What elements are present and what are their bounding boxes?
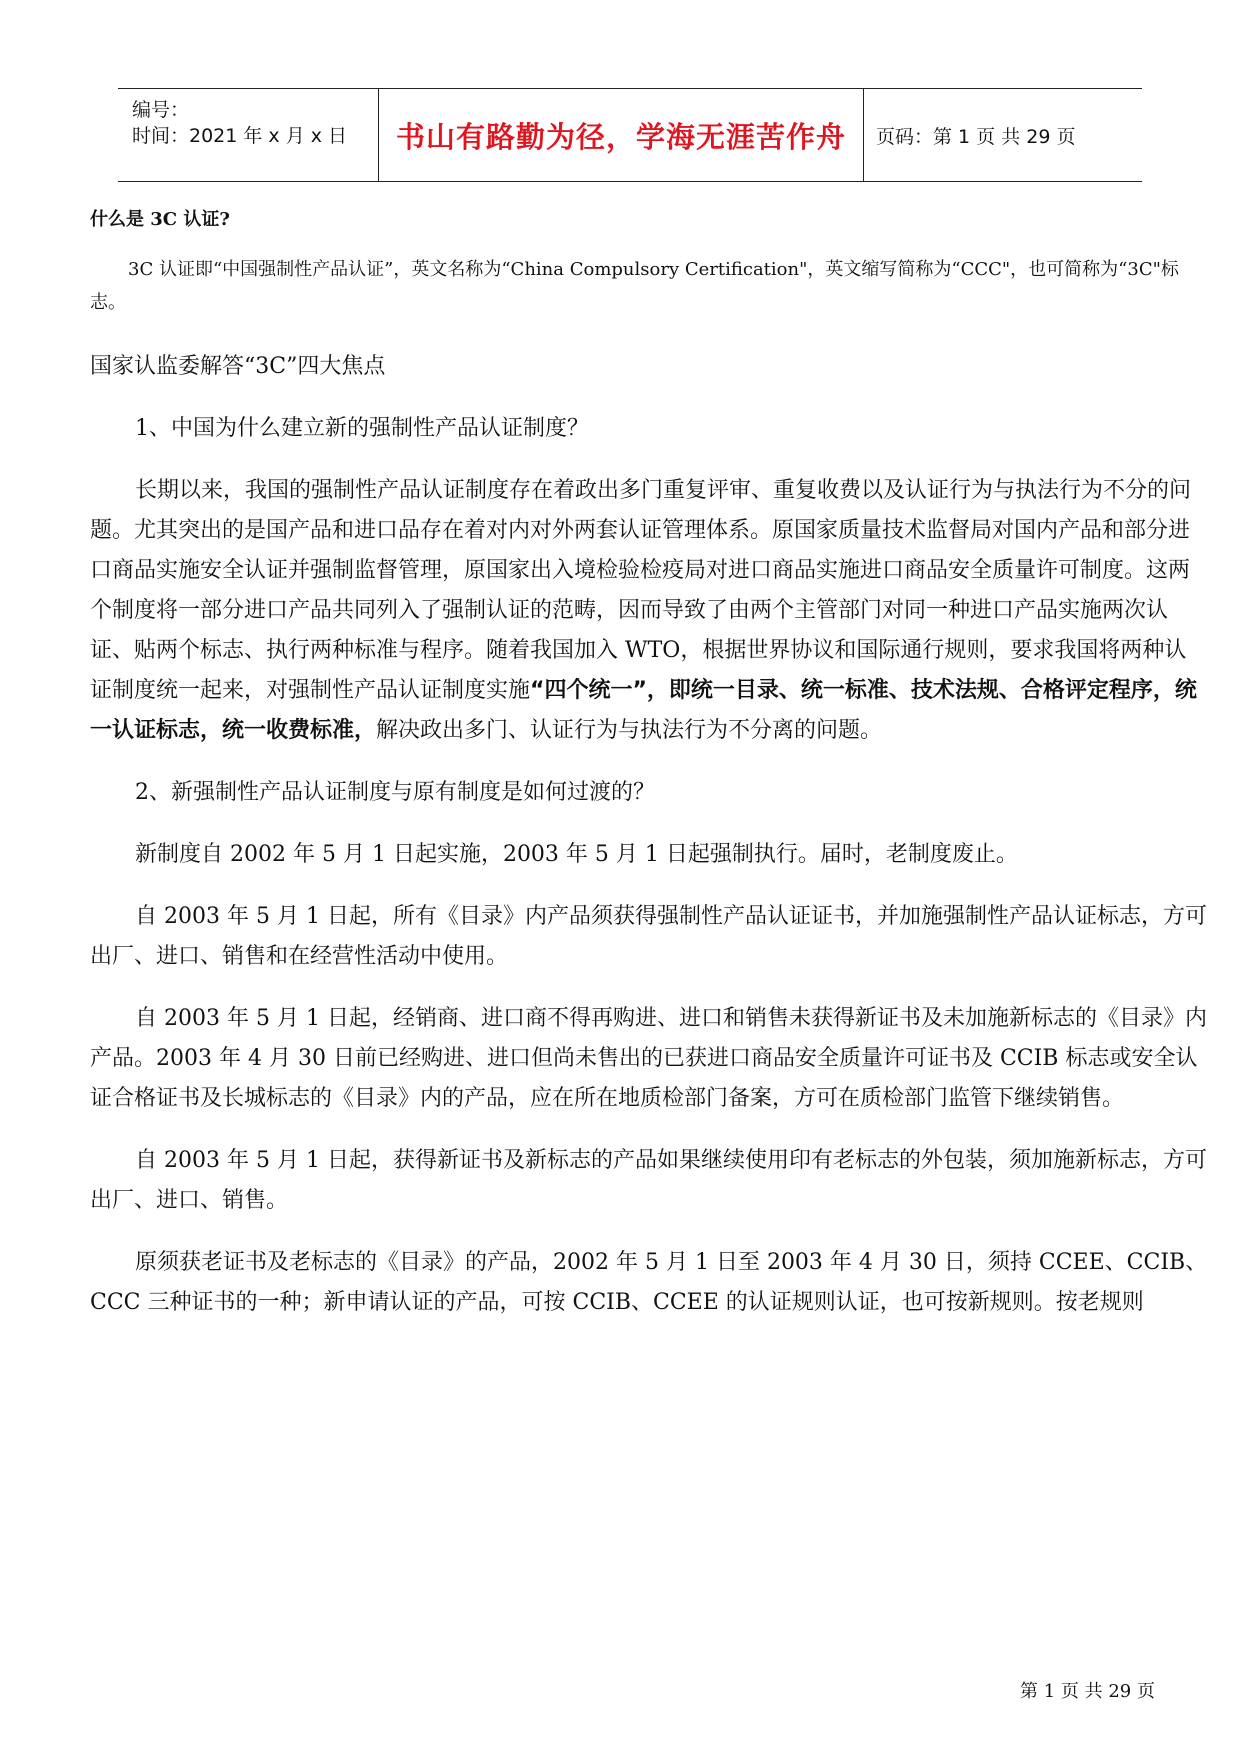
- answer-1-bold: “四个统一”，即统一目录、统一标准、技术法规、合格评定程序，统一认证标志，统一收费标准，: [90, 678, 1197, 743]
- section-heading: 国家认监委解答“3C”四大焦点: [90, 354, 386, 379]
- answer-1-text-a: 长期以来，我国的强制性产品认证制度存在着政出多门重复评审、重复收费以及认证行为与执法行为不分的问题。尤其突出的是国产品和进口品存在着对内对外两套认证管理体系。原国家质量技术监督局对国内产品和部分进口商品实施安全认证并强制监督管理，原国家出入境检验检疫局对进口商品实施进口商品安全质量许可制度。这两个制度将一部分进口产品共同列入了强制认证的范畴，因而导致了由两个主管部门对同一种进口产品实施两次认证、贴两个标志、执行两种标准与程序。随着我国加入 WTO，根据世界协议和国际通行规则，要求我国将两种认证制度统一起来，对强制性产品认证制度实施: [90, 478, 1192, 703]
- header-left-cell: [118, 89, 378, 181]
- question-1: 1、中国为什么建立新的强制性产品认证制度？: [135, 416, 589, 441]
- doc-title: 什么是 3C 认证?: [90, 209, 230, 230]
- number-label: 编号：: [132, 99, 190, 121]
- document-body: [90, 205, 1208, 1323]
- document-header: [118, 88, 1142, 182]
- answer-2-paragraph-4: 自 2003 年 5 月 1 日起，获得新证书及新标志的产品如果继续使用印有老标志的外包装，须加施新标志，方可出厂、进口、销售。: [90, 1148, 1207, 1213]
- time-label: 时间：2021 年 x 月 x 日: [132, 125, 348, 147]
- answer-2-paragraph-3: 自 2003 年 5 月 1 日起，经销商、进口商不得再购进、进口和销售未获得新证书及未加施新标志的《目录》内产品。2003 年 4 月 30 日前已经购进、进口但尚未售出的已获进口商品安全质量许可证书及 CCIB 标志或安全认证合格证书及长城标志的《目录》内的产品，应在所在地质检部门备案，方可在质检部门监管下继续销售。: [90, 1006, 1207, 1111]
- header-motto: 书山有路勤为径，学海无涯苦作舟: [378, 89, 864, 181]
- answer-2-paragraph-2: 自 2003 年 5 月 1 日起，所有《目录》内产品须获得强制性产品认证证书，并加施强制性产品认证标志，方可出厂、进口、销售和在经营性活动中使用。: [90, 904, 1207, 969]
- answer-1-paragraph: [90, 471, 1208, 751]
- header-page-info: 页码：第 1 页 共 29 页: [876, 125, 1076, 148]
- question-2: 2、新强制性产品认证制度与原有制度是如何过渡的？: [135, 780, 655, 805]
- answer-1-text-b: 解决政出多门、认证行为与执法行为不分离的问题。: [376, 718, 883, 743]
- intro-paragraph: 3C 认证即“中国强制性产品认证”，英文名称为“China Compulsory Certification"，英文缩写简称为“CCC"，也可简称为“3C"标志。: [90, 259, 1179, 313]
- page-footer: 第 1 页 共 29 页: [1020, 1681, 1155, 1702]
- answer-2-paragraph-5: 原须获老证书及老标志的《目录》的产品，2002 年 5 月 1 日至 2003 年 4 月 30 日，须持 CCEE、CCIB、CCC 三种证书的一种；新申请认证的产品，可按 CCIB、CCEE 的认证规则认证，也可按新规则。按老规则: [90, 1250, 1208, 1315]
- answer-2-paragraph-1: 新制度自 2002 年 5 月 1 日起实施，2003 年 5 月 1 日起强制执行。届时，老制度废止。: [135, 842, 1018, 867]
